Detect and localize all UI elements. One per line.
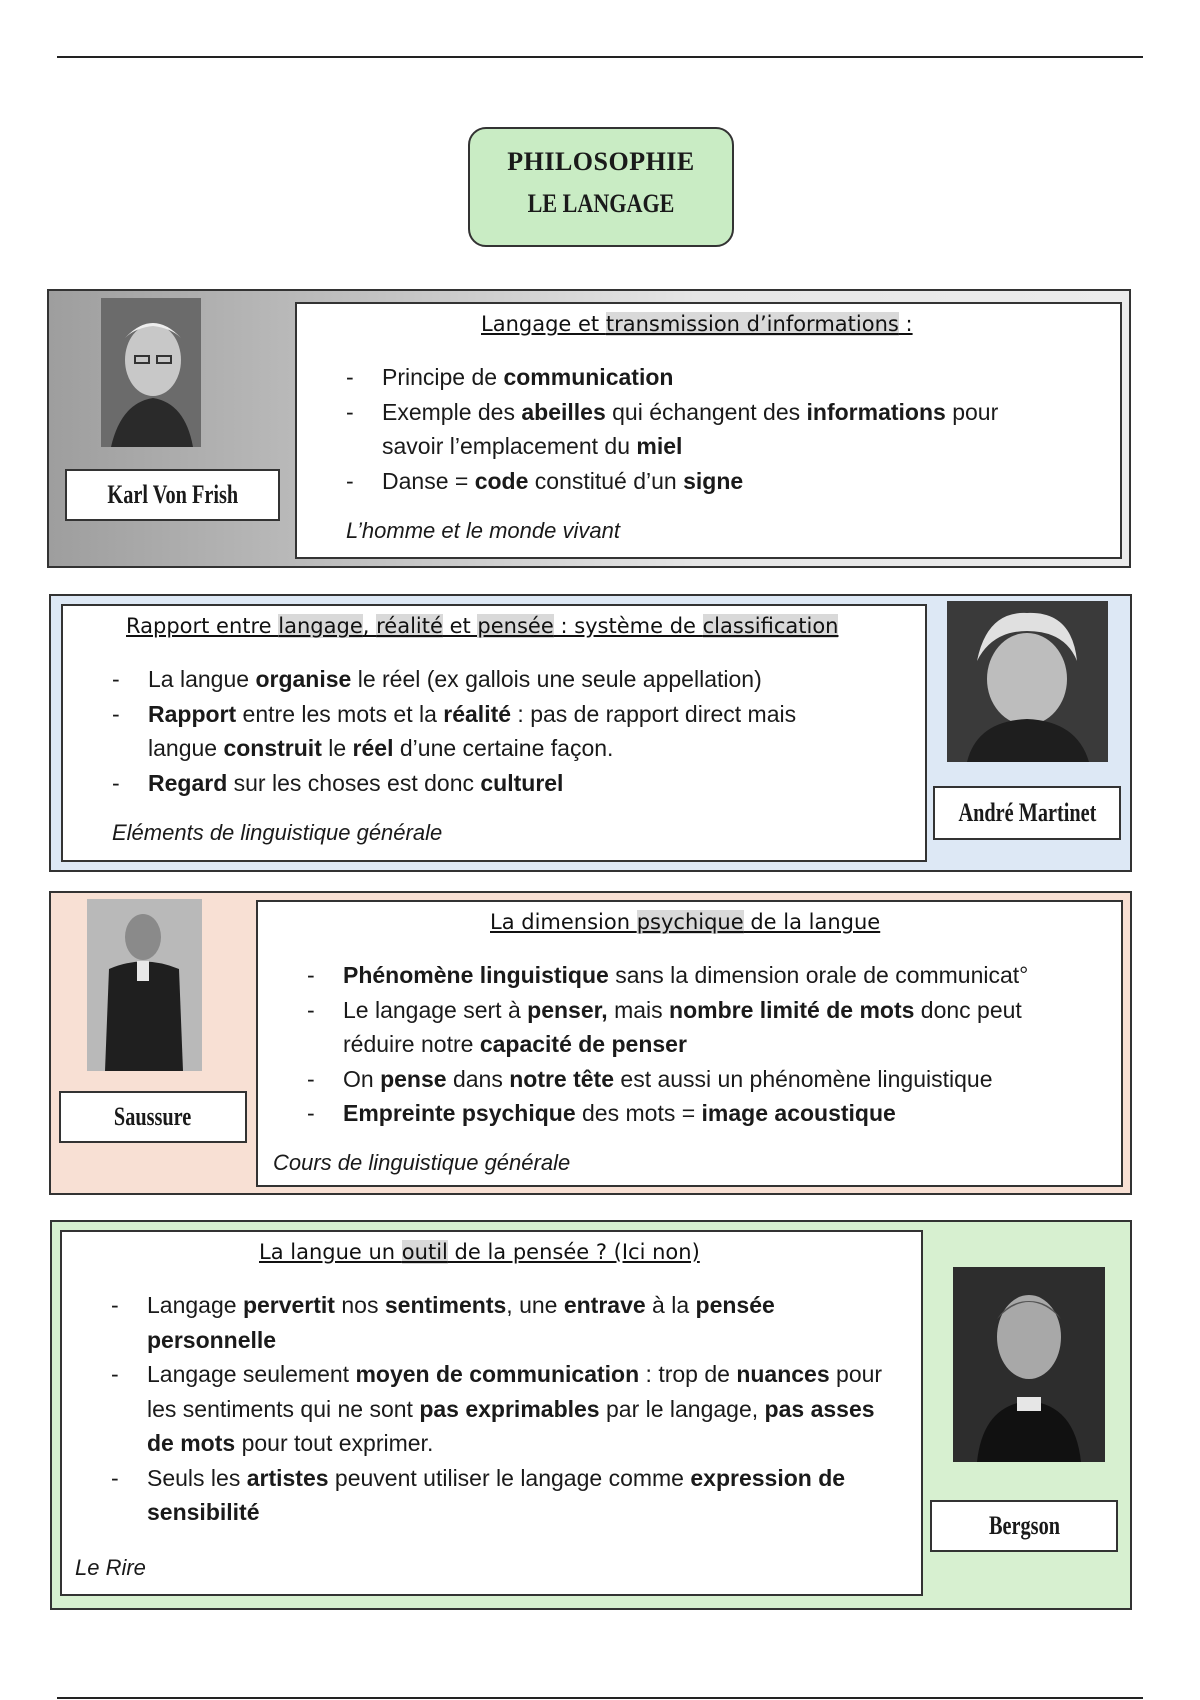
text-run: dans bbox=[446, 1065, 510, 1092]
bold-term: organise bbox=[255, 666, 352, 692]
bold-term: informations bbox=[806, 398, 946, 425]
portrait-icon bbox=[101, 298, 201, 447]
bold-term: pense bbox=[380, 1065, 447, 1092]
bullet-point bbox=[346, 464, 1046, 499]
bold-term: abeilles bbox=[521, 398, 606, 425]
text-run: peuvent utiliser le langage comme bbox=[328, 1464, 691, 1491]
bold-term: réalité bbox=[443, 700, 512, 727]
bullet-point bbox=[307, 958, 1097, 993]
bold-term: image acoustique bbox=[701, 1100, 896, 1126]
author-label-saussure: Saussure bbox=[59, 1091, 247, 1143]
bold-term: expression de sensibilité bbox=[147, 1464, 846, 1525]
bold-term: nombre limité de mots bbox=[669, 996, 915, 1023]
text-run: : trop de bbox=[639, 1361, 737, 1387]
source-title: Le Rire bbox=[75, 1555, 146, 1580]
content-card-martinet bbox=[61, 604, 927, 862]
title-box bbox=[468, 127, 734, 247]
text-run: Le langage sert à bbox=[343, 996, 528, 1023]
text-run: entre les mots et la bbox=[236, 700, 444, 727]
point-list bbox=[111, 1288, 891, 1530]
author-label-martinet: André Martinet bbox=[933, 786, 1121, 840]
text-run: par le langage, bbox=[599, 1395, 765, 1422]
bold-term: signe bbox=[683, 467, 744, 494]
text-run: le réel (ex gallois une seule appellation) bbox=[351, 666, 762, 692]
portrait-icon bbox=[87, 899, 202, 1071]
bullet-point bbox=[111, 1461, 891, 1530]
bold-term: Regard bbox=[148, 769, 228, 796]
bold-term: Rapport bbox=[148, 700, 237, 727]
portrait-icon bbox=[953, 1267, 1105, 1462]
author-label-frish: Karl Von Frish bbox=[65, 469, 280, 521]
portrait-bergson bbox=[953, 1267, 1105, 1462]
source-title: Cours de linguistique générale bbox=[273, 1150, 571, 1175]
text-run: qui échangent des bbox=[605, 398, 807, 425]
text-run: des mots = bbox=[575, 1100, 702, 1126]
text-run: Langage seulement bbox=[147, 1361, 356, 1387]
bullet-point bbox=[111, 1288, 891, 1357]
bold-term: penser, bbox=[527, 996, 608, 1023]
bold-term: culturel bbox=[480, 769, 564, 796]
bullet-point bbox=[112, 697, 832, 766]
text-run: est aussi un phénomène linguistique bbox=[614, 1065, 993, 1092]
text-run: constitué d’un bbox=[528, 467, 684, 494]
bold-term: pas asses de mots bbox=[147, 1395, 875, 1456]
section-heading: La dimension psychique de la langue bbox=[490, 910, 881, 934]
content-card-frish bbox=[295, 302, 1122, 559]
page-subtitle: LE LANGAGE bbox=[527, 189, 675, 218]
text-run: Langage bbox=[147, 1292, 243, 1318]
bullet-point bbox=[346, 395, 1046, 464]
bold-term: pervertit bbox=[242, 1292, 335, 1318]
text-run: donc peut réduire notre bbox=[343, 996, 1022, 1057]
page-title: PHILOSOPHIE bbox=[507, 147, 695, 176]
bullet-point bbox=[346, 360, 1046, 395]
text-run: La langue bbox=[148, 666, 256, 692]
bullet-point bbox=[112, 662, 832, 697]
text-run: pour les sentiments qui ne sont bbox=[147, 1361, 883, 1422]
text-run: Seuls les bbox=[147, 1464, 247, 1491]
bold-term: communication bbox=[503, 364, 674, 390]
text-run: le bbox=[321, 735, 353, 761]
bold-term: code bbox=[474, 467, 529, 494]
bullet-point bbox=[307, 993, 1097, 1062]
text-run: mais bbox=[607, 996, 670, 1023]
section-heading: Rapport entre langage, réalité et pensée : système de classification bbox=[126, 614, 839, 638]
bold-term: artistes bbox=[246, 1464, 329, 1491]
text-run: nos bbox=[334, 1292, 385, 1318]
text-run: : pas de rapport direct mais langue bbox=[148, 700, 797, 761]
point-list bbox=[346, 360, 1046, 498]
bold-term: sentiments bbox=[384, 1292, 507, 1318]
author-label-bergson: Bergson bbox=[930, 1500, 1118, 1552]
bold-term: entrave bbox=[563, 1292, 646, 1318]
portrait-martinet bbox=[947, 601, 1108, 762]
portrait-frish bbox=[101, 298, 201, 447]
source-title: Eléments de linguistique générale bbox=[112, 820, 443, 845]
text-run: Danse = bbox=[382, 467, 475, 494]
bold-term: nuances bbox=[736, 1361, 830, 1387]
bold-term: notre tête bbox=[509, 1065, 615, 1092]
bullet-point bbox=[111, 1357, 891, 1461]
bold-term: miel bbox=[636, 433, 683, 459]
top-rule bbox=[57, 56, 1143, 58]
bold-term: pensée personnelle bbox=[147, 1292, 775, 1353]
bullet-point bbox=[307, 1062, 1097, 1097]
text-run: d’une certaine façon. bbox=[393, 735, 614, 761]
bold-term: Empreinte psychique bbox=[343, 1100, 576, 1126]
bullet-point bbox=[112, 766, 832, 801]
text-run: pour savoir l’emplacement du bbox=[382, 398, 999, 459]
text-run: sans la dimension orale de communicat° bbox=[608, 962, 1029, 988]
section-heading: La langue un outil de la pensée ? (Ici non) bbox=[259, 1240, 700, 1264]
bold-term: réel bbox=[352, 735, 394, 761]
portrait-icon bbox=[947, 601, 1108, 762]
point-list bbox=[112, 662, 832, 800]
text-run: , une bbox=[506, 1292, 564, 1318]
content-card-saussure bbox=[256, 900, 1123, 1187]
section-heading: Langage et transmission d’informations : bbox=[481, 312, 913, 336]
point-list bbox=[307, 958, 1097, 1131]
text-run: Exemple des bbox=[382, 398, 522, 425]
bold-term: moyen de communication bbox=[355, 1361, 640, 1387]
bold-term: pas exprimables bbox=[419, 1395, 600, 1422]
portrait-saussure bbox=[87, 899, 202, 1071]
source-title: L’homme et le monde vivant bbox=[346, 518, 620, 543]
text-run: à la bbox=[645, 1292, 696, 1318]
bold-term: Phénomène linguistique bbox=[343, 962, 609, 988]
text-run: sur les choses est donc bbox=[227, 769, 481, 796]
bullet-point bbox=[307, 1096, 1097, 1131]
text-run: On bbox=[343, 1065, 381, 1092]
bold-term: capacité de penser bbox=[479, 1031, 687, 1057]
text-run: Principe de bbox=[382, 364, 504, 390]
content-card-bergson bbox=[60, 1230, 923, 1596]
text-run: pour tout exprimer. bbox=[235, 1430, 434, 1456]
bottom-rule bbox=[57, 1697, 1143, 1699]
bold-term: construit bbox=[223, 735, 322, 761]
